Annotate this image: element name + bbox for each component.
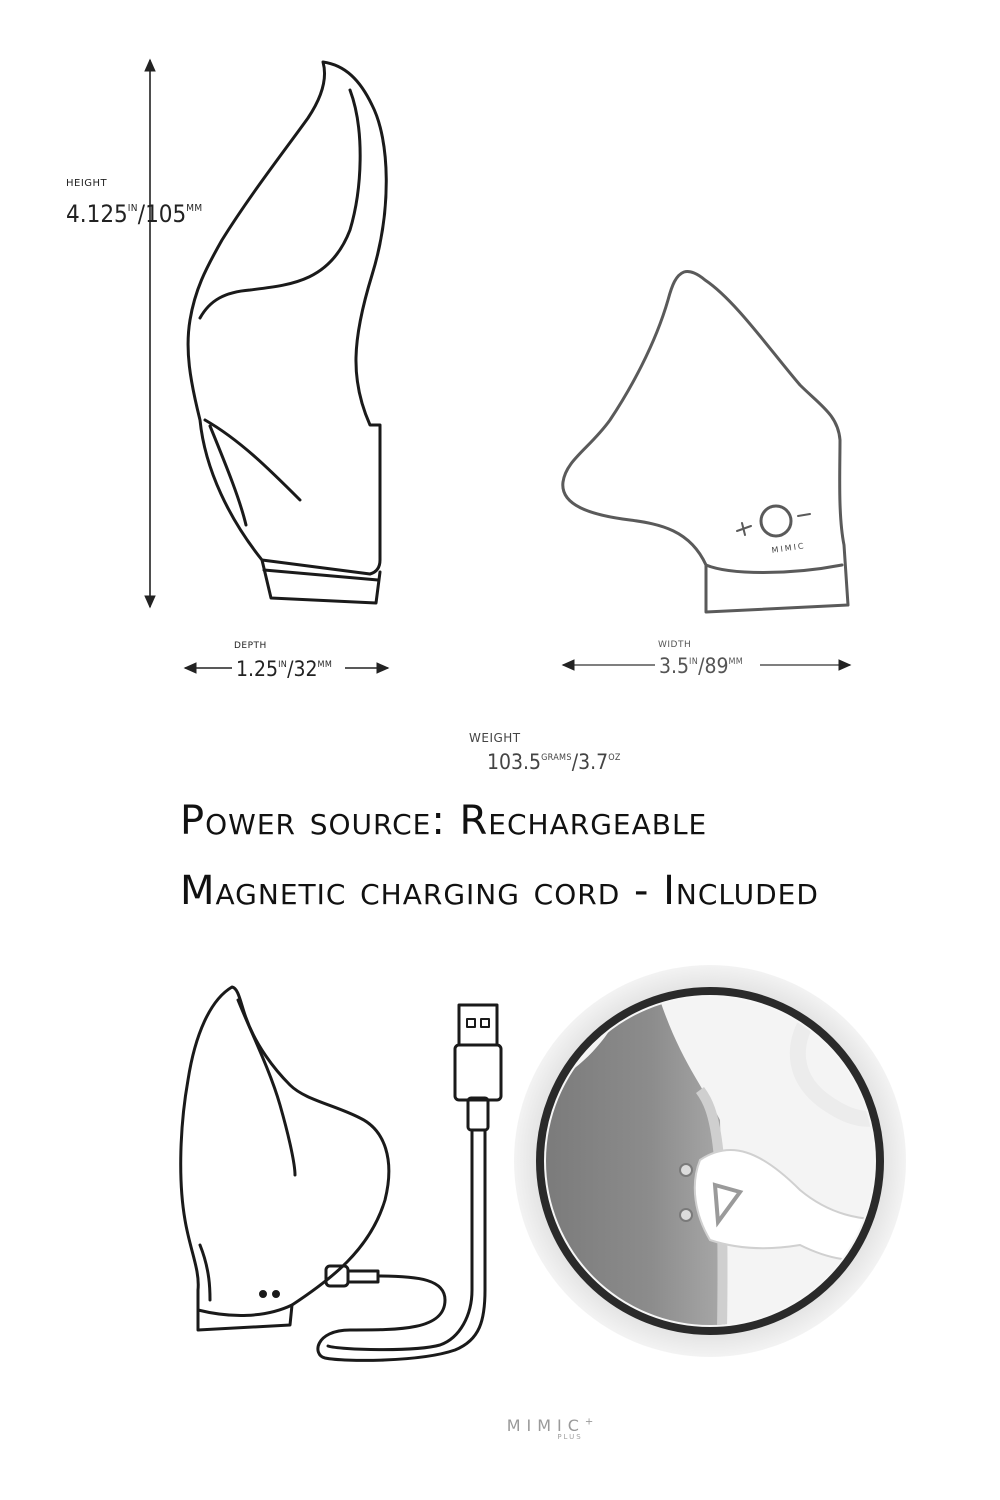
height-label: HEIGHT — [66, 178, 108, 189]
device-charging-illustration — [181, 987, 501, 1360]
depth-label: DEPTH — [234, 641, 267, 651]
height-value: $4.125^{IN}/105^{MM}$ — [66, 200, 203, 228]
logo-sub: PLUS — [557, 1433, 583, 1441]
width-label: WIDTH — [658, 640, 692, 650]
width-value: $3.5^{IN}/89^{MM}$ — [659, 654, 744, 678]
device-brand-mark: MIMIC — [771, 541, 807, 555]
depth-value: $1.25^{IN}/32^{MM}$ — [236, 657, 333, 681]
weight-label: WEIGHT — [469, 731, 521, 745]
device-front-view — [563, 271, 848, 612]
logo-name: MIMIC — [506, 1416, 585, 1435]
charging-cord-spec: Magnetic charging cord - Included — [180, 868, 819, 914]
logo-mark: + — [584, 1416, 594, 1428]
weight-value: $103.5^{GRAMS}/3.7^{OZ}$ — [487, 750, 621, 774]
device-side-view — [188, 62, 386, 603]
power-source-spec: Power source: Rechargeable — [180, 798, 708, 844]
brand-logo — [480, 1416, 620, 1441]
magnified-connector-photo — [514, 965, 906, 1357]
